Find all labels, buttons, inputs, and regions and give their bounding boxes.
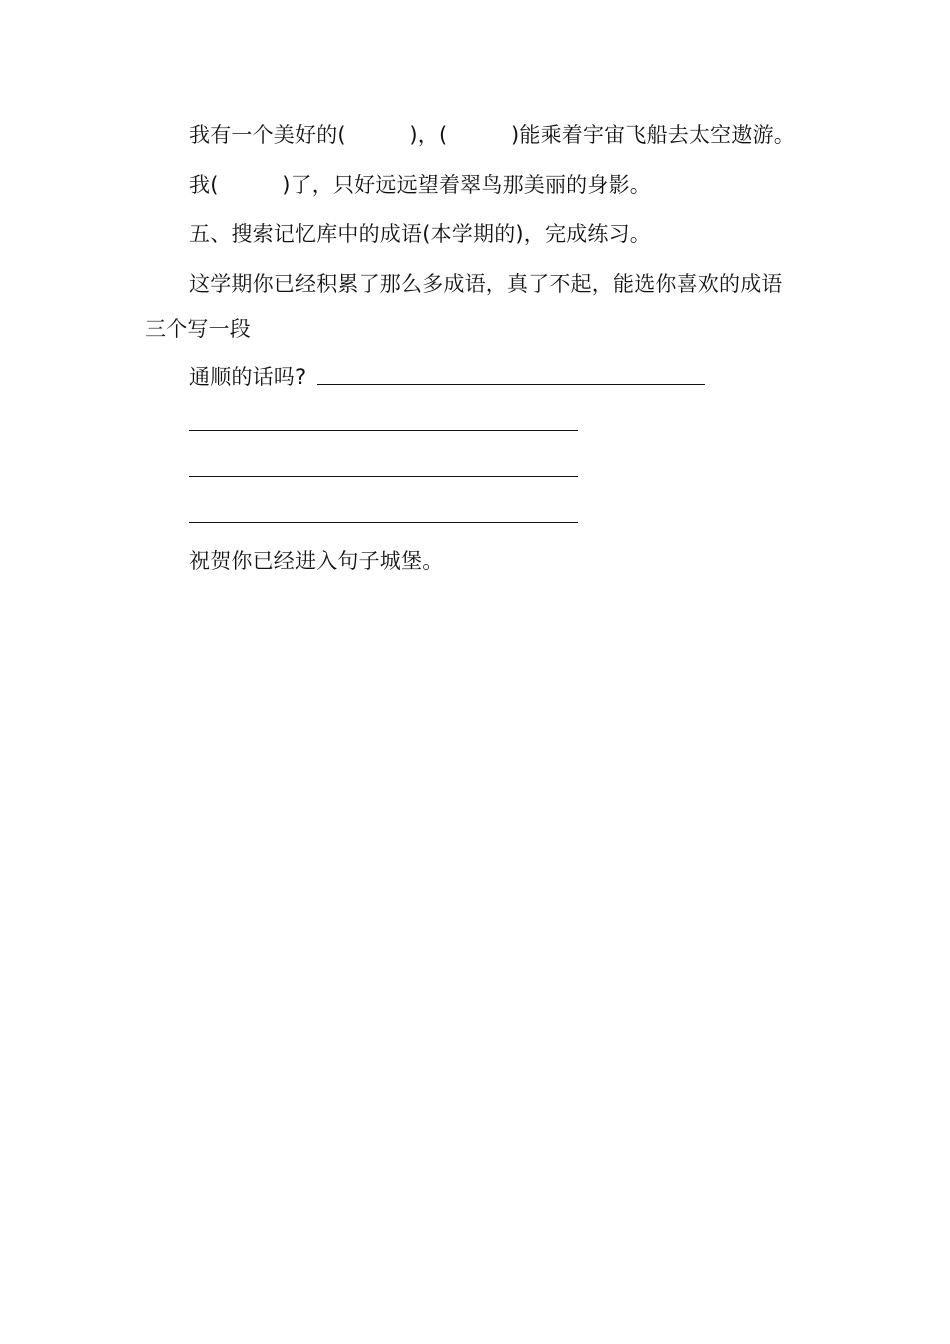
idiom-prompt-line-3: 通顺的话吗?: [189, 365, 307, 389]
section-five-heading: 五、搜索记忆库中的成语(本学期的)，完成练习。: [189, 222, 651, 246]
answer-blank-line-1[interactable]: [189, 430, 578, 431]
answer-blank-line-2[interactable]: [189, 476, 578, 477]
idiom-prompt-line-1: 这学期你已经积累了那么多成语，真了不起，能选你喜欢的成语: [189, 272, 783, 296]
idiom-prompt-line-2: 三个写一段: [145, 317, 251, 341]
closing-sentence: 祝贺你已经进入句子城堡。: [189, 549, 444, 573]
fill-in-sentence-bird: 我( )了，只好远远望着翠鸟那美丽的身影。: [189, 173, 651, 197]
fill-in-sentence-dream: 我有一个美好的( )，( )能乘着宇宙飞船去太空遨游。: [189, 123, 795, 147]
answer-blank-line-3[interactable]: [189, 522, 578, 523]
answer-blank-inline[interactable]: [317, 384, 705, 385]
